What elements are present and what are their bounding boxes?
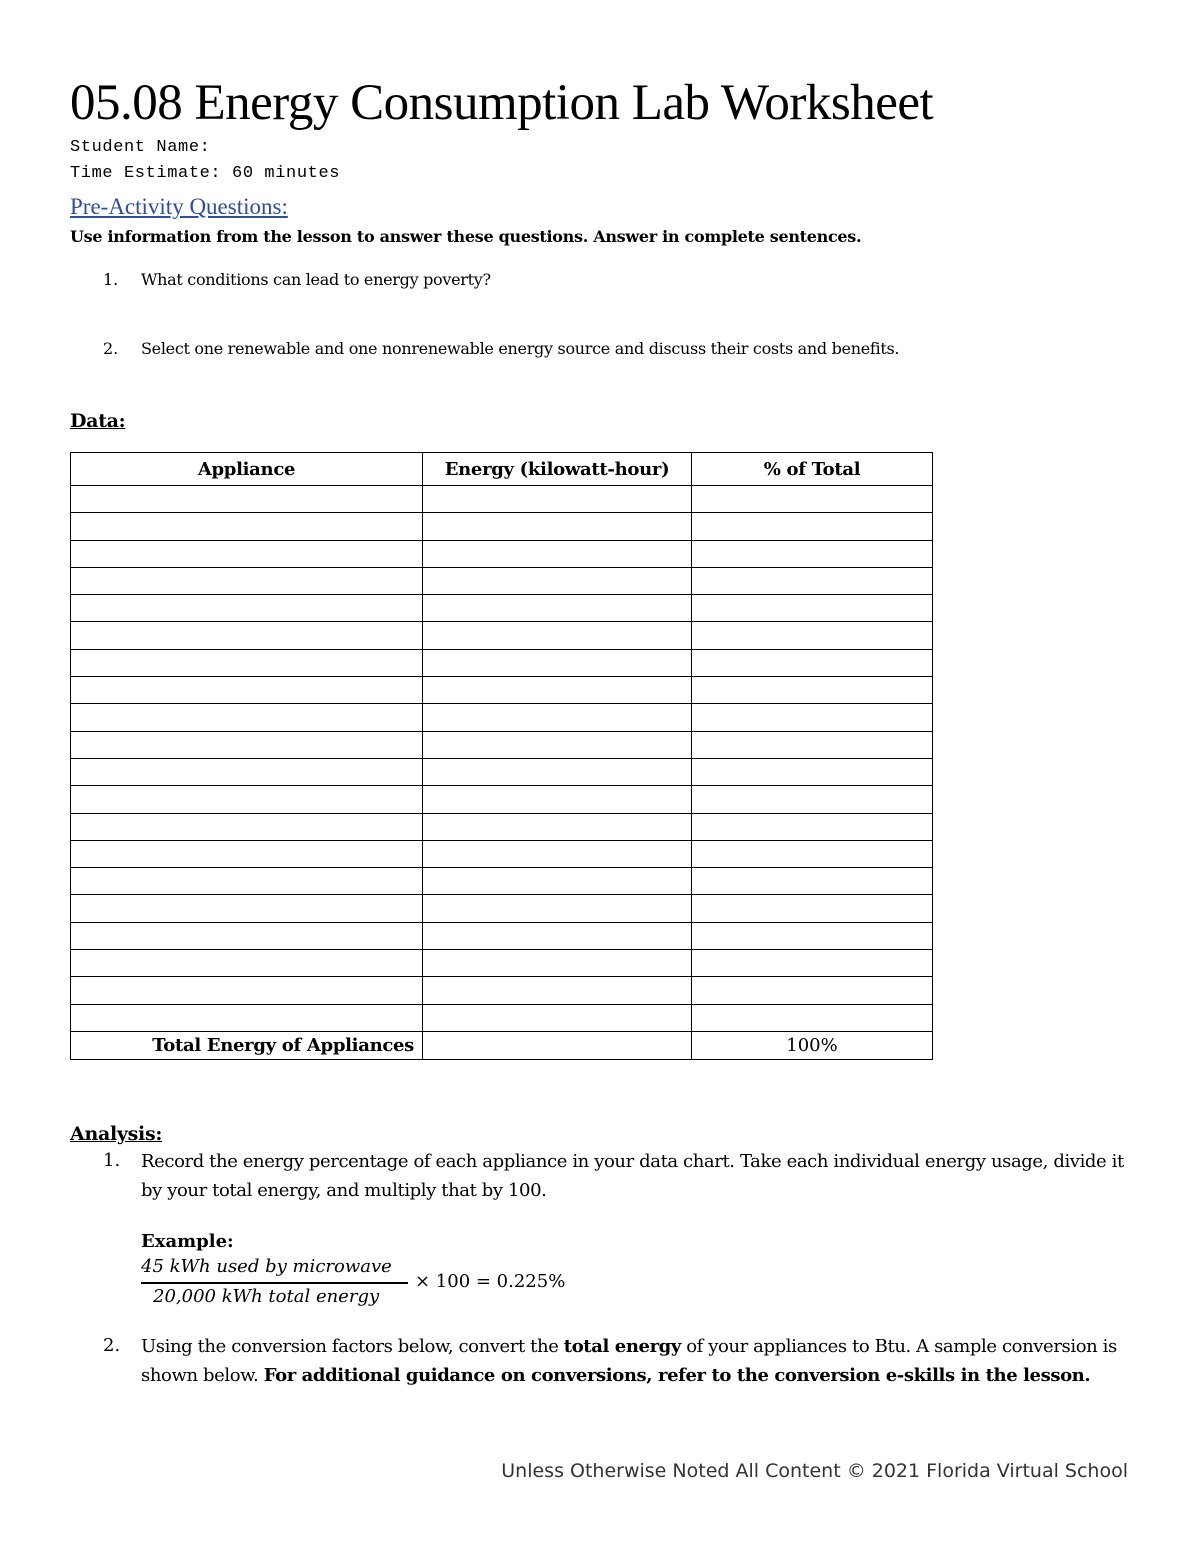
analysis-1-text: Record the energy percentage of each appliance in your data chart. Take each individual energy usage, divide it by your total energy, and multiply that by 100. xyxy=(141,1151,1124,1201)
energy-cell[interactable] xyxy=(423,868,692,895)
percent-cell[interactable] xyxy=(692,840,933,867)
percent-cell[interactable] xyxy=(692,567,933,594)
equation-numerator: 45 kWh used by microwave xyxy=(141,1256,392,1277)
page-title: 05.08 Energy Consumption Lab Worksheet xyxy=(70,75,934,131)
pre-activity-heading: Pre-Activity Questions: xyxy=(70,194,288,219)
fraction-bar xyxy=(141,1282,408,1284)
energy-cell[interactable] xyxy=(423,622,692,649)
energy-cell[interactable] xyxy=(423,649,692,676)
analysis-heading: Analysis: xyxy=(70,1123,163,1145)
appliance-cell[interactable] xyxy=(71,950,423,977)
question-2-text: Select one renewable and one nonrenewable energy source and discuss their costs and benefits. xyxy=(141,339,900,358)
total-label: Total Energy of Appliances xyxy=(71,1031,423,1059)
question-1-number: 1. xyxy=(103,270,119,289)
data-heading: Data: xyxy=(70,410,126,432)
table-row xyxy=(71,840,933,867)
appliance-cell[interactable] xyxy=(71,786,423,813)
analysis-1-number: 1. xyxy=(103,1150,121,1171)
appliance-cell[interactable] xyxy=(71,595,423,622)
percent-cell[interactable] xyxy=(692,704,933,731)
question-1-text: What conditions can lead to energy poverty? xyxy=(141,270,491,289)
percent-cell[interactable] xyxy=(692,813,933,840)
table-row xyxy=(71,868,933,895)
percent-cell[interactable] xyxy=(692,595,933,622)
appliance-cell[interactable] xyxy=(71,486,423,513)
energy-cell[interactable] xyxy=(423,595,692,622)
energy-cell[interactable] xyxy=(423,786,692,813)
table-row xyxy=(71,677,933,704)
student-name-label: Student Name: xyxy=(70,138,211,157)
table-row xyxy=(71,758,933,785)
column-header-percent: % of Total xyxy=(692,453,933,486)
table-row xyxy=(71,922,933,949)
analysis-2-text-part-a: Using the conversion factors below, convert the xyxy=(141,1336,564,1357)
energy-cell[interactable] xyxy=(423,731,692,758)
energy-cell[interactable] xyxy=(423,1004,692,1031)
table-row xyxy=(71,540,933,567)
table-row xyxy=(71,813,933,840)
percent-cell[interactable] xyxy=(692,977,933,1004)
example-label: Example: xyxy=(141,1231,234,1252)
total-row xyxy=(71,1031,933,1059)
data-table xyxy=(70,452,933,1060)
pre-activity-instructions: Use information from the lesson to answer these questions. Answer in complete sentences. xyxy=(70,227,862,246)
appliance-cell[interactable] xyxy=(71,649,423,676)
table-row xyxy=(71,895,933,922)
appliance-cell[interactable] xyxy=(71,1004,423,1031)
appliance-cell[interactable] xyxy=(71,677,423,704)
appliance-cell[interactable] xyxy=(71,513,423,540)
energy-cell[interactable] xyxy=(423,895,692,922)
energy-cell[interactable] xyxy=(423,486,692,513)
percent-cell[interactable] xyxy=(692,758,933,785)
energy-cell[interactable] xyxy=(423,513,692,540)
energy-cell[interactable] xyxy=(423,813,692,840)
time-estimate: Time Estimate: 60 minutes xyxy=(70,164,341,183)
column-header-appliance: Appliance xyxy=(71,453,423,486)
appliance-cell[interactable] xyxy=(71,813,423,840)
table-row xyxy=(71,704,933,731)
appliance-cell[interactable] xyxy=(71,840,423,867)
table-header-row xyxy=(71,453,933,486)
appliance-cell[interactable] xyxy=(71,622,423,649)
appliance-cell[interactable] xyxy=(71,758,423,785)
total-percent-cell: 100% xyxy=(692,1031,933,1059)
column-header-energy: Energy (kilowatt-hour) xyxy=(423,453,692,486)
percent-cell[interactable] xyxy=(692,513,933,540)
energy-cell[interactable] xyxy=(423,567,692,594)
table-row xyxy=(71,977,933,1004)
analysis-2-number: 2. xyxy=(103,1335,121,1356)
analysis-2-text xyxy=(141,1332,1131,1390)
appliance-cell[interactable] xyxy=(71,540,423,567)
table-row xyxy=(71,950,933,977)
energy-cell[interactable] xyxy=(423,540,692,567)
table-row xyxy=(71,513,933,540)
table-row xyxy=(71,731,933,758)
percent-cell[interactable] xyxy=(692,1004,933,1031)
energy-cell[interactable] xyxy=(423,922,692,949)
appliance-cell[interactable] xyxy=(71,895,423,922)
energy-cell[interactable] xyxy=(423,677,692,704)
energy-cell[interactable] xyxy=(423,840,692,867)
percent-cell[interactable] xyxy=(692,677,933,704)
equation-denominator: 20,000 kWh total energy xyxy=(153,1286,380,1307)
percent-cell[interactable] xyxy=(692,868,933,895)
appliance-cell[interactable] xyxy=(71,868,423,895)
footer-copyright: Unless Otherwise Noted All Content © 2021 Florida Virtual School xyxy=(501,1460,1128,1482)
total-energy-cell[interactable] xyxy=(423,1031,692,1059)
table-row xyxy=(71,1004,933,1031)
appliance-cell[interactable] xyxy=(71,922,423,949)
percent-cell[interactable] xyxy=(692,649,933,676)
percent-cell[interactable] xyxy=(692,540,933,567)
equation-result: × 100 = 0.225% xyxy=(415,1271,566,1292)
appliance-cell[interactable] xyxy=(71,731,423,758)
analysis-2-bold-b: For additional guidance on conversions, refer to the conversion e-skills in the lesson. xyxy=(263,1365,1091,1386)
percent-cell[interactable] xyxy=(692,922,933,949)
question-2-number: 2. xyxy=(103,339,119,358)
percent-cell[interactable] xyxy=(692,786,933,813)
percent-cell[interactable] xyxy=(692,895,933,922)
energy-cell[interactable] xyxy=(423,950,692,977)
table-row xyxy=(71,786,933,813)
percent-cell[interactable] xyxy=(692,950,933,977)
energy-cell[interactable] xyxy=(423,758,692,785)
appliance-cell[interactable] xyxy=(71,977,423,1004)
table-row xyxy=(71,622,933,649)
percent-cell[interactable] xyxy=(692,622,933,649)
analysis-2-bold-a: total energy xyxy=(563,1336,681,1357)
table-row xyxy=(71,486,933,513)
percent-cell[interactable] xyxy=(692,731,933,758)
appliance-cell[interactable] xyxy=(71,567,423,594)
energy-cell[interactable] xyxy=(423,704,692,731)
appliance-cell[interactable] xyxy=(71,704,423,731)
table-row xyxy=(71,595,933,622)
energy-cell[interactable] xyxy=(423,977,692,1004)
table-row xyxy=(71,567,933,594)
table-row xyxy=(71,649,933,676)
analysis-2-text-part-b: of your appliances to Btu. A sample conversion is shown below. xyxy=(141,1336,1117,1386)
percent-cell[interactable] xyxy=(692,486,933,513)
